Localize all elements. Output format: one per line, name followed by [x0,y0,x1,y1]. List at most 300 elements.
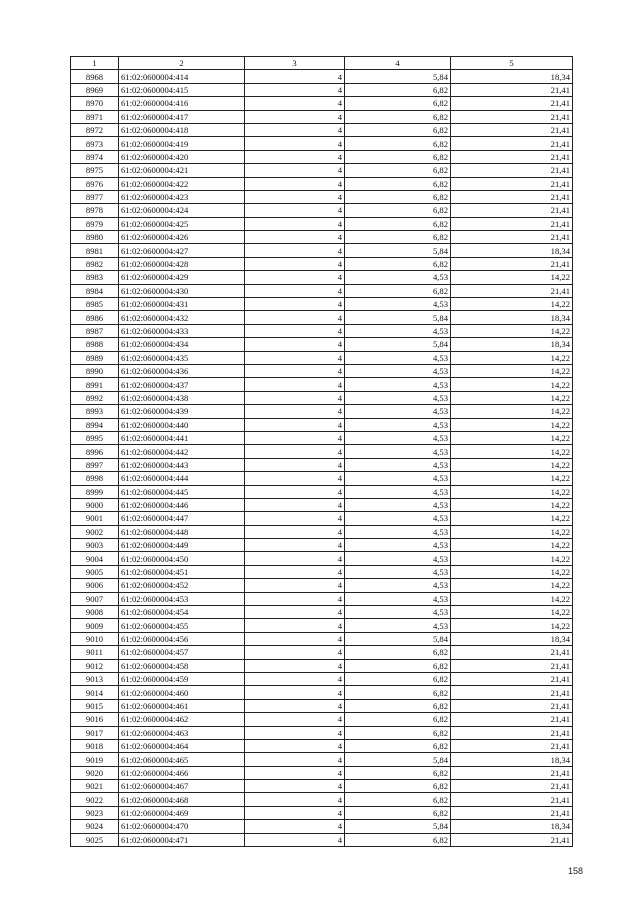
cadastral-number: 61:02:0600004:464 [119,739,245,752]
column-3-value: 4 [245,164,345,177]
table-row [71,271,573,284]
column-5-value: 18,34 [451,338,573,351]
row-number: 8985 [71,298,119,311]
column-3-value: 4 [245,820,345,833]
column-5-value: 14,22 [451,445,573,458]
table-row [71,472,573,485]
column-4-value: 4,53 [345,378,451,391]
cadastral-number: 61:02:0600004:460 [119,686,245,699]
row-number: 9014 [71,686,119,699]
table-row [71,713,573,726]
column-3-value: 4 [245,190,345,203]
cadastral-number: 61:02:0600004:455 [119,619,245,632]
header-row [71,57,573,70]
row-number: 8996 [71,445,119,458]
row-number: 8982 [71,257,119,270]
cadastral-number: 61:02:0600004:461 [119,699,245,712]
table-row [71,498,573,511]
column-4-value: 5,84 [345,338,451,351]
data-table [70,56,573,847]
column-3-value: 4 [245,552,345,565]
column-5-value: 14,22 [451,458,573,471]
column-5-value: 14,22 [451,485,573,498]
column-4-value: 6,82 [345,83,451,96]
row-number: 9022 [71,793,119,806]
column-5-value: 14,22 [451,552,573,565]
row-number: 9018 [71,739,119,752]
cadastral-number: 61:02:0600004:444 [119,472,245,485]
column-5-value: 21,41 [451,646,573,659]
column-4-value: 6,82 [345,713,451,726]
column-3-value: 4 [245,123,345,136]
column-5-value: 21,41 [451,110,573,123]
column-3-value: 4 [245,498,345,511]
column-4-value: 5,84 [345,70,451,83]
column-3-value: 4 [245,512,345,525]
cadastral-number: 61:02:0600004:435 [119,351,245,364]
column-4-value: 6,82 [345,204,451,217]
column-3-value: 4 [245,110,345,123]
column-3-value: 4 [245,298,345,311]
column-4-value: 4,53 [345,552,451,565]
column-5-value: 21,41 [451,177,573,190]
column-3-value: 4 [245,699,345,712]
row-number: 9013 [71,672,119,685]
column-5-value: 21,41 [451,739,573,752]
table-row [71,445,573,458]
column-4-value: 5,84 [345,244,451,257]
row-number: 8998 [71,472,119,485]
row-number: 9007 [71,592,119,605]
cadastral-number: 61:02:0600004:443 [119,458,245,471]
table-row [71,431,573,444]
column-3-value: 4 [245,539,345,552]
table-row [71,525,573,538]
column-4-value: 4,53 [345,391,451,404]
row-number: 9016 [71,713,119,726]
cadastral-number: 61:02:0600004:414 [119,70,245,83]
cadastral-number: 61:02:0600004:427 [119,244,245,257]
cadastral-number: 61:02:0600004:465 [119,753,245,766]
column-4-value: 4,53 [345,298,451,311]
column-5-value: 14,22 [451,498,573,511]
cadastral-number: 61:02:0600004:470 [119,820,245,833]
column-3-value: 4 [245,70,345,83]
column-4-value: 4,53 [345,592,451,605]
cadastral-number: 61:02:0600004:425 [119,217,245,230]
row-number: 8993 [71,405,119,418]
cadastral-number: 61:02:0600004:428 [119,257,245,270]
column-5-value: 14,22 [451,324,573,337]
cadastral-number: 61:02:0600004:418 [119,123,245,136]
column-5-value: 21,41 [451,659,573,672]
column-3-value: 4 [245,713,345,726]
column-5-value: 21,41 [451,164,573,177]
table-row [71,311,573,324]
column-5-value: 14,22 [451,565,573,578]
column-4-value: 5,84 [345,820,451,833]
column-4-value: 4,53 [345,498,451,511]
column-5-value: 18,34 [451,820,573,833]
column-5-value: 14,22 [451,525,573,538]
column-5-value: 18,34 [451,632,573,645]
column-5-value: 14,22 [451,271,573,284]
row-number: 9002 [71,525,119,538]
table-row [71,204,573,217]
cadastral-number: 61:02:0600004:447 [119,512,245,525]
cadastral-number: 61:02:0600004:466 [119,766,245,779]
column-3-value: 4 [245,619,345,632]
column-3-value: 4 [245,150,345,163]
column-5-value: 14,22 [451,364,573,377]
row-number: 8987 [71,324,119,337]
column-5-value: 14,22 [451,391,573,404]
column-4-value: 4,53 [345,525,451,538]
column-5-value: 18,34 [451,311,573,324]
column-3-value: 4 [245,405,345,418]
column-5-value: 14,22 [451,592,573,605]
table-row [71,512,573,525]
column-4-value: 6,82 [345,726,451,739]
cadastral-number: 61:02:0600004:422 [119,177,245,190]
cadastral-number: 61:02:0600004:459 [119,672,245,685]
column-4-value: 6,82 [345,766,451,779]
row-number: 8980 [71,231,119,244]
cadastral-number: 61:02:0600004:456 [119,632,245,645]
column-5-value: 21,41 [451,780,573,793]
table-row [71,793,573,806]
column-3-value: 4 [245,472,345,485]
cadastral-number: 61:02:0600004:462 [119,713,245,726]
column-4-value: 6,82 [345,137,451,150]
column-4-value: 6,82 [345,217,451,230]
cadastral-number: 61:02:0600004:439 [119,405,245,418]
row-number: 8997 [71,458,119,471]
table-row [71,766,573,779]
column-5-value: 14,22 [451,431,573,444]
table-row [71,177,573,190]
column-3-value: 4 [245,659,345,672]
row-number: 8999 [71,485,119,498]
row-number: 8972 [71,123,119,136]
column-5-value: 21,41 [451,97,573,110]
column-4-value: 4,53 [345,472,451,485]
table-row [71,351,573,364]
table-row [71,726,573,739]
row-number: 8969 [71,83,119,96]
row-number: 8979 [71,217,119,230]
column-5-value: 21,41 [451,231,573,244]
row-number: 9023 [71,806,119,819]
cadastral-number: 61:02:0600004:452 [119,579,245,592]
page-number: 158 [567,866,583,876]
table-body [71,70,573,847]
column-5-value: 21,41 [451,137,573,150]
table-row [71,110,573,123]
row-number: 9010 [71,632,119,645]
column-5-value: 21,41 [451,833,573,846]
column-4-value: 4,53 [345,485,451,498]
column-3-value: 4 [245,338,345,351]
column-5-value: 21,41 [451,204,573,217]
row-number: 9025 [71,833,119,846]
column-4-value: 6,82 [345,150,451,163]
column-4-value: 4,53 [345,539,451,552]
column-4-value: 6,82 [345,793,451,806]
row-number: 8975 [71,164,119,177]
column-5-value: 21,41 [451,123,573,136]
column-4-value: 4,53 [345,579,451,592]
table-row [71,820,573,833]
column-3-value: 4 [245,324,345,337]
cadastral-number: 61:02:0600004:449 [119,539,245,552]
table-row [71,338,573,351]
column-3-value: 4 [245,177,345,190]
cadastral-number: 61:02:0600004:441 [119,431,245,444]
column-5-value: 14,22 [451,539,573,552]
cadastral-number: 61:02:0600004:421 [119,164,245,177]
row-number: 9003 [71,539,119,552]
cadastral-number: 61:02:0600004:423 [119,190,245,203]
cadastral-number: 61:02:0600004:467 [119,780,245,793]
table-row [71,833,573,846]
column-4-value: 6,82 [345,257,451,270]
table-row [71,592,573,605]
column-4-value: 6,82 [345,284,451,297]
cadastral-number: 61:02:0600004:445 [119,485,245,498]
row-number: 9017 [71,726,119,739]
column-4-value: 4,53 [345,364,451,377]
column-3-value: 4 [245,766,345,779]
table-row [71,364,573,377]
column-3-value: 4 [245,672,345,685]
column-5-value: 21,41 [451,766,573,779]
row-number: 8986 [71,311,119,324]
column-3-value: 4 [245,686,345,699]
column-4-value: 4,53 [345,606,451,619]
column-5-value: 18,34 [451,753,573,766]
table-row [71,806,573,819]
table-row [71,231,573,244]
table-row [71,739,573,752]
column-4-value: 6,82 [345,231,451,244]
column-4-value: 4,53 [345,431,451,444]
cadastral-number: 61:02:0600004:437 [119,378,245,391]
column-5-value: 21,41 [451,284,573,297]
column-5-value: 14,22 [451,418,573,431]
table-row [71,123,573,136]
column-4-value: 4,53 [345,405,451,418]
column-header-4: 4 [345,57,451,70]
cadastral-number: 61:02:0600004:432 [119,311,245,324]
cadastral-number: 61:02:0600004:457 [119,646,245,659]
column-3-value: 4 [245,606,345,619]
row-number: 8989 [71,351,119,364]
table-row [71,378,573,391]
row-number: 9001 [71,512,119,525]
cadastral-number: 61:02:0600004:453 [119,592,245,605]
column-3-value: 4 [245,83,345,96]
column-4-value: 5,84 [345,753,451,766]
column-3-value: 4 [245,431,345,444]
table-row [71,418,573,431]
column-4-value: 6,82 [345,699,451,712]
row-number: 9019 [71,753,119,766]
row-number: 8970 [71,97,119,110]
column-3-value: 4 [245,364,345,377]
table-row [71,539,573,552]
column-3-value: 4 [245,806,345,819]
row-number: 9015 [71,699,119,712]
cadastral-number: 61:02:0600004:450 [119,552,245,565]
table-row [71,458,573,471]
column-5-value: 21,41 [451,150,573,163]
table-row [71,619,573,632]
column-4-value: 4,53 [345,565,451,578]
column-4-value: 6,82 [345,739,451,752]
column-5-value: 18,34 [451,70,573,83]
row-number: 9024 [71,820,119,833]
column-5-value: 14,22 [451,405,573,418]
column-5-value: 21,41 [451,806,573,819]
row-number: 8977 [71,190,119,203]
table-row [71,579,573,592]
table-row [71,565,573,578]
table-row [71,164,573,177]
row-number: 8995 [71,431,119,444]
table-row [71,686,573,699]
column-header-2: 2 [119,57,245,70]
column-5-value: 21,41 [451,726,573,739]
row-number: 8981 [71,244,119,257]
table-row [71,324,573,337]
cadastral-number: 61:02:0600004:426 [119,231,245,244]
column-3-value: 4 [245,231,345,244]
table-row [71,83,573,96]
column-3-value: 4 [245,378,345,391]
row-number: 8973 [71,137,119,150]
column-3-value: 4 [245,418,345,431]
column-5-value: 14,22 [451,378,573,391]
table-row [71,672,573,685]
table-row [71,646,573,659]
column-3-value: 4 [245,391,345,404]
column-5-value: 21,41 [451,713,573,726]
cadastral-number: 61:02:0600004:424 [119,204,245,217]
table-row [71,298,573,311]
row-number: 8976 [71,177,119,190]
table-row [71,97,573,110]
column-header-1: 1 [71,57,119,70]
column-3-value: 4 [245,97,345,110]
column-4-value: 4,53 [345,445,451,458]
row-number: 9005 [71,565,119,578]
cadastral-number: 61:02:0600004:415 [119,83,245,96]
column-4-value: 6,82 [345,672,451,685]
column-4-value: 4,53 [345,458,451,471]
column-4-value: 6,82 [345,780,451,793]
column-3-value: 4 [245,485,345,498]
cadastral-number: 61:02:0600004:471 [119,833,245,846]
table-row [71,753,573,766]
table-row [71,632,573,645]
cadastral-number: 61:02:0600004:442 [119,445,245,458]
row-number: 9020 [71,766,119,779]
column-3-value: 4 [245,257,345,270]
column-5-value: 21,41 [451,190,573,203]
table-row [71,284,573,297]
row-number: 9012 [71,659,119,672]
column-4-value: 6,82 [345,123,451,136]
column-5-value: 14,22 [451,298,573,311]
cadastral-number: 61:02:0600004:454 [119,606,245,619]
column-3-value: 4 [245,458,345,471]
table-row [71,137,573,150]
column-4-value: 6,82 [345,659,451,672]
column-5-value: 14,22 [451,606,573,619]
column-5-value: 21,41 [451,217,573,230]
cadastral-number: 61:02:0600004:434 [119,338,245,351]
column-4-value: 5,84 [345,311,451,324]
column-4-value: 4,53 [345,512,451,525]
column-4-value: 5,84 [345,632,451,645]
column-3-value: 4 [245,445,345,458]
cadastral-number: 61:02:0600004:416 [119,97,245,110]
column-3-value: 4 [245,204,345,217]
row-number: 9006 [71,579,119,592]
column-4-value: 4,53 [345,619,451,632]
column-5-value: 21,41 [451,672,573,685]
row-number: 9011 [71,646,119,659]
column-3-value: 4 [245,739,345,752]
column-3-value: 4 [245,780,345,793]
column-3-value: 4 [245,646,345,659]
cadastral-number: 61:02:0600004:436 [119,364,245,377]
row-number: 9008 [71,606,119,619]
column-5-value: 14,22 [451,619,573,632]
table-row [71,190,573,203]
column-3-value: 4 [245,271,345,284]
cadastral-number: 61:02:0600004:417 [119,110,245,123]
table-row [71,606,573,619]
row-number: 8974 [71,150,119,163]
column-3-value: 4 [245,217,345,230]
column-4-value: 4,53 [345,271,451,284]
column-4-value: 4,53 [345,418,451,431]
column-5-value: 14,22 [451,579,573,592]
table-row [71,405,573,418]
table-row [71,485,573,498]
column-3-value: 4 [245,244,345,257]
row-number: 8984 [71,284,119,297]
table-row [71,244,573,257]
cadastral-number: 61:02:0600004:451 [119,565,245,578]
column-4-value: 6,82 [345,110,451,123]
column-5-value: 14,22 [451,472,573,485]
row-number: 8983 [71,271,119,284]
column-3-value: 4 [245,579,345,592]
column-header-3: 3 [245,57,345,70]
cadastral-number: 61:02:0600004:440 [119,418,245,431]
row-number: 8991 [71,378,119,391]
cadastral-number: 61:02:0600004:458 [119,659,245,672]
table-row [71,150,573,163]
cadastral-number: 61:02:0600004:438 [119,391,245,404]
column-4-value: 6,82 [345,190,451,203]
row-number: 9009 [71,619,119,632]
row-number: 8990 [71,364,119,377]
column-3-value: 4 [245,793,345,806]
